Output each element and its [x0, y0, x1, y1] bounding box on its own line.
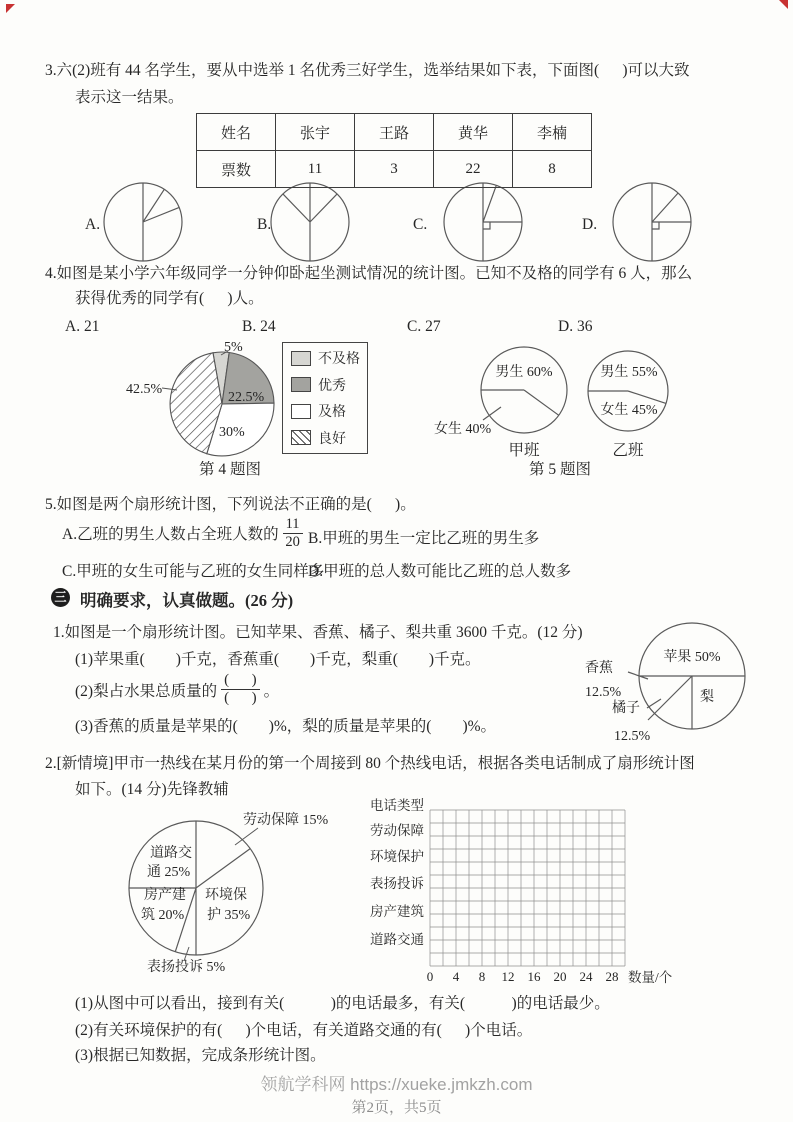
bar-xtick: 8	[478, 969, 486, 984]
q3-pie-option-d	[613, 183, 691, 261]
legend-swatch-fail	[291, 351, 311, 366]
q4-pie-label-30pct: 30%	[219, 425, 245, 440]
legend-label: 良好	[318, 431, 346, 447]
s3q2-text-line1: 2.[新情境]甲市一热线在某月份的第一个周接到 80 个热线电话，根据各类电话制成了扇形统计图	[45, 755, 695, 772]
bar-xtick: 0	[426, 969, 434, 984]
s3q1-item2-text: (2)梨占水果总质量的	[75, 682, 218, 700]
table-row	[197, 151, 592, 188]
q4-pie-label-42pct: 42.5%	[126, 382, 163, 397]
q3-option-c-label: C.	[413, 216, 428, 233]
q3-text-line1: 3.六(2)班有 44 名学生，要从中选举 1 名优秀三好学生，选举结果如下表，下面图( )可以大致	[45, 62, 690, 79]
q3-option-a-label: A.	[85, 216, 101, 233]
q5-yi-male-label: 男生 55%	[600, 365, 658, 380]
legend-item	[283, 401, 367, 421]
q3-pie-option-c	[444, 183, 522, 261]
cell-votes: 11	[276, 151, 355, 188]
q4-option-d: D. 36	[558, 318, 593, 335]
hotline-pie-housing-label1: 房产建	[144, 888, 186, 903]
fruit-pie-orange-label: 橘子	[612, 701, 640, 716]
bar-category-praise: 表扬投诉	[370, 876, 424, 891]
cell-votes: 3	[355, 151, 434, 188]
bar-xtick: 16	[527, 969, 541, 984]
bar-xtick: 24	[579, 969, 593, 984]
s3q1-item2	[75, 672, 279, 708]
q3-pie-option-a	[104, 183, 182, 261]
legend-label: 不及格	[318, 352, 360, 368]
section-three-badge: 三	[51, 588, 70, 607]
s3q2-item3: (3)根据已知数据，完成条形统计图。	[75, 1047, 326, 1064]
legend-swatch-excellent	[291, 377, 311, 392]
bar-unit-label: 数量/个	[628, 970, 673, 985]
q4-legend	[282, 342, 368, 454]
fruit-pie-banana-pct: 12.5%	[585, 685, 622, 700]
bar-category-road: 道路交通	[370, 932, 424, 947]
legend-label: 优秀	[318, 378, 346, 394]
legend-item	[283, 375, 367, 395]
fruit-pie-pear-label: 梨	[700, 690, 714, 705]
q4-option-a: A. 21	[65, 318, 100, 335]
q3-vote-table	[196, 113, 592, 188]
s3q2-item2: (2)有关环境保护的有( )个电话，有关道路交通的有( )个电话。	[75, 1022, 533, 1039]
cell-name: 张宇	[276, 114, 355, 151]
cell-name-header: 姓名	[197, 114, 276, 151]
q5-yi-female-label: 女生 45%	[600, 403, 658, 418]
q4-text-line1: 4.如图是某小学六年级同学一分钟仰卧起坐测试情况的统计图。已知不及格的同学有 6 人，那么	[45, 265, 693, 282]
q4-option-b: B. 24	[242, 318, 276, 335]
q2-bar-grid	[430, 810, 625, 966]
hotline-pie-praise-label: 表扬投诉 5%	[147, 960, 226, 975]
hotline-pie-labor-label: 劳动保障 15%	[243, 813, 329, 828]
q5-jia-caption: 甲班	[508, 442, 540, 459]
q4-figure-caption: 第 4 题图	[198, 461, 261, 478]
fruit-pie-banana-label: 香蕉	[585, 661, 613, 676]
legend-item	[283, 348, 367, 368]
hotline-pie-road-label2: 通 25%	[147, 865, 191, 880]
s3q1-text-line1: 1.如图是一个扇形统计图。已知苹果、香蕉、橘子、梨共重 3600 千克。(12 分)	[53, 624, 583, 641]
hotline-pie-env-label1: 环境保	[205, 888, 247, 903]
q4-option-c: C. 27	[407, 318, 441, 335]
q5-option-b: B.甲班的男生一定比乙班的男生多	[308, 530, 540, 547]
cell-name: 黄华	[434, 114, 513, 151]
page-number: 第2页，共5页	[351, 1100, 442, 1116]
q3-pie-option-b	[271, 183, 349, 261]
cell-votes: 22	[434, 151, 513, 188]
q5-text-line1: 5.如图是两个扇形统计图，下列说法不正确的是( )。	[45, 496, 416, 513]
q4-text-line2: 获得优秀的同学有( )人。	[75, 290, 264, 307]
bar-xtick: 4	[452, 969, 460, 984]
q3-option-b-label: B.	[257, 216, 272, 233]
q1-fruit-pie	[628, 623, 745, 729]
s3q2-text-line2: 如下。(14 分)先锋教辅	[75, 781, 229, 798]
section-three-title: 明确要求，认真做题。(26 分)	[80, 591, 294, 610]
cell-name: 王路	[355, 114, 434, 151]
bar-axis-title: 电话类型	[370, 798, 424, 813]
bar-xtick: 20	[553, 969, 567, 984]
bar-category-housing: 房产建筑	[370, 904, 424, 919]
legend-item	[283, 428, 367, 448]
hotline-pie-road-label1: 道路交	[150, 846, 192, 861]
hotline-pie-housing-label2: 筑 20%	[141, 908, 185, 923]
q5-jia-male-label: 男生 60%	[495, 365, 553, 380]
bar-category-env: 环境保护	[370, 849, 424, 864]
bar-xtick: 12	[501, 969, 515, 984]
site-watermark: 领航学科网 https://xueke.jmkzh.com	[260, 1075, 533, 1094]
q3-text-line2: 表示这一结果。	[75, 89, 184, 106]
blank-fraction	[221, 672, 260, 708]
bar-xtick: 28	[605, 969, 619, 984]
q5-option-c: C.甲班的女生可能与乙班的女生同样多	[62, 563, 325, 580]
cell-votes: 8	[513, 151, 592, 188]
fruit-pie-orange-pct: 12.5%	[614, 729, 651, 744]
fraction-numerator: 11	[283, 516, 303, 534]
cell-votes-header: 票数	[197, 151, 276, 188]
q5-pie-class-jia	[481, 347, 567, 433]
q5-yi-caption: 乙班	[612, 442, 644, 459]
blank-fraction-bottom: ( )	[224, 690, 257, 707]
bar-category-labor: 劳动保障	[370, 823, 424, 838]
fraction-11-20	[283, 516, 303, 550]
s3q2-item1: (1)从图中可以看出，接到有关( )的电话最多，有关( )的电话最少。	[75, 995, 610, 1012]
q4-pie-label-22pct: 22.5%	[228, 390, 265, 405]
fruit-pie-apple-label: 苹果 50%	[663, 650, 721, 665]
q5-figure-caption: 第 5 题图	[528, 461, 591, 478]
table-row	[197, 114, 592, 151]
q5-jia-female-label: 女生 40%	[434, 422, 492, 437]
cell-name: 李楠	[513, 114, 592, 151]
q5-option-a-text: A.乙班的男生人数占全班人数的	[62, 526, 279, 544]
s3q1-item1: (1)苹果重( )千克，香蕉重( )千克，梨重( )千克。	[75, 651, 481, 668]
s3q1-item2-period: 。	[263, 682, 280, 700]
s3q1-item3: (3)香蕉的质量是苹果的( )%，梨的质量是苹果的( )%。	[75, 718, 497, 735]
legend-swatch-good	[291, 430, 311, 445]
fraction-denominator: 20	[285, 533, 300, 550]
hotline-pie-env-label2: 护 35%	[207, 908, 251, 923]
q5-option-a	[62, 516, 307, 550]
legend-label: 及格	[318, 405, 346, 421]
q5-option-d: D.甲班的总人数可能比乙班的总人数多	[308, 563, 572, 580]
legend-swatch-pass	[291, 404, 311, 419]
blank-fraction-top: ( )	[221, 672, 260, 690]
q3-option-d-label: D.	[582, 216, 598, 233]
q4-pie-label-5pct: 5%	[224, 340, 243, 355]
